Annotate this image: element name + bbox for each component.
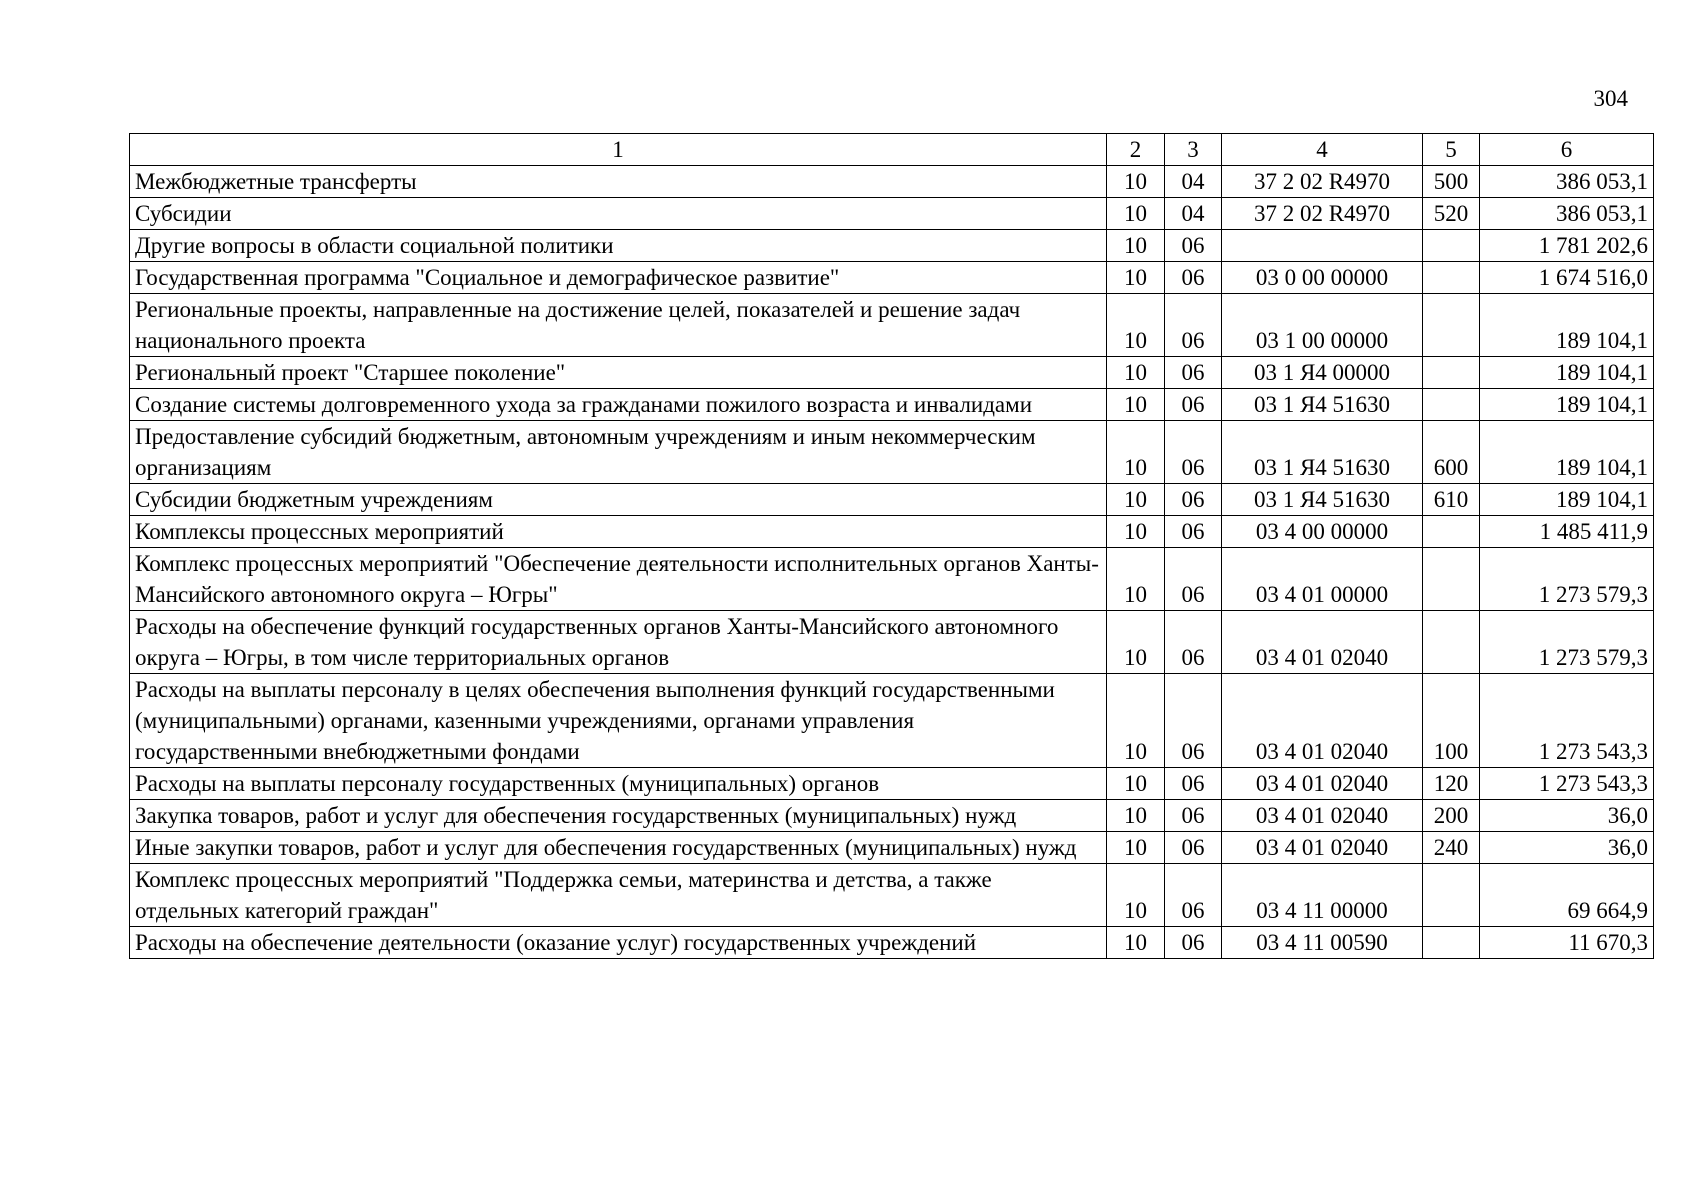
row-name-cell: Региональный проект "Старшее поколение" bbox=[130, 357, 1107, 389]
expense-type-cell bbox=[1423, 230, 1480, 262]
row-name-cell: Другие вопросы в области социальной политики bbox=[130, 230, 1107, 262]
expense-type-cell bbox=[1423, 516, 1480, 548]
target-code-cell: 03 4 11 00000 bbox=[1222, 864, 1423, 927]
sum-cell: 189 104,1 bbox=[1480, 357, 1654, 389]
column-header-name: 1 bbox=[130, 134, 1107, 166]
sum-cell: 386 053,1 bbox=[1480, 198, 1654, 230]
expense-type-cell bbox=[1423, 294, 1480, 357]
subsection-code-cell: 06 bbox=[1165, 230, 1222, 262]
target-code-cell: 03 4 01 02040 bbox=[1222, 800, 1423, 832]
section-code-cell: 10 bbox=[1107, 768, 1165, 800]
section-code-cell: 10 bbox=[1107, 262, 1165, 294]
subsection-code-cell: 06 bbox=[1165, 832, 1222, 864]
sum-cell: 1 273 543,3 bbox=[1480, 674, 1654, 768]
sum-cell: 36,0 bbox=[1480, 832, 1654, 864]
table-row bbox=[130, 611, 1654, 674]
column-header-target-code: 4 bbox=[1222, 134, 1423, 166]
row-name-cell: Государственная программа "Социальное и демографическое развитие" bbox=[130, 262, 1107, 294]
target-code-cell: 03 4 01 02040 bbox=[1222, 674, 1423, 768]
target-code-cell: 03 4 01 02040 bbox=[1222, 611, 1423, 674]
sum-cell: 386 053,1 bbox=[1480, 166, 1654, 198]
subsection-code-cell: 04 bbox=[1165, 166, 1222, 198]
table-row bbox=[130, 832, 1654, 864]
section-code-cell: 10 bbox=[1107, 389, 1165, 421]
expense-type-cell: 600 bbox=[1423, 421, 1480, 484]
row-name-cell: Субсидии bbox=[130, 198, 1107, 230]
table-header-row bbox=[130, 134, 1654, 166]
target-code-cell: 03 1 00 00000 bbox=[1222, 294, 1423, 357]
sum-cell: 1 273 579,3 bbox=[1480, 548, 1654, 611]
target-code-cell: 37 2 02 R4970 bbox=[1222, 166, 1423, 198]
row-name-cell: Создание системы долговременного ухода за гражданами пожилого возраста и инвалидами bbox=[130, 389, 1107, 421]
subsection-code-cell: 06 bbox=[1165, 611, 1222, 674]
subsection-code-cell: 06 bbox=[1165, 516, 1222, 548]
budget-table bbox=[129, 133, 1654, 959]
target-code-cell: 03 4 01 02040 bbox=[1222, 768, 1423, 800]
row-name-cell: Расходы на обеспечение деятельности (оказание услуг) государственных учреждений bbox=[130, 927, 1107, 959]
target-code-cell: 03 4 01 00000 bbox=[1222, 548, 1423, 611]
expense-type-cell bbox=[1423, 262, 1480, 294]
subsection-code-cell: 06 bbox=[1165, 357, 1222, 389]
row-name-cell: Комплекс процессных мероприятий "Поддержка семьи, материнства и детства, а также отдельных категорий граждан" bbox=[130, 864, 1107, 927]
section-code-cell: 10 bbox=[1107, 294, 1165, 357]
expense-type-cell: 120 bbox=[1423, 768, 1480, 800]
section-code-cell: 10 bbox=[1107, 864, 1165, 927]
table-row bbox=[130, 800, 1654, 832]
subsection-code-cell: 04 bbox=[1165, 198, 1222, 230]
sum-cell: 189 104,1 bbox=[1480, 421, 1654, 484]
target-code-cell: 37 2 02 R4970 bbox=[1222, 198, 1423, 230]
table-row bbox=[130, 516, 1654, 548]
table-row bbox=[130, 230, 1654, 262]
table-row bbox=[130, 389, 1654, 421]
column-header-section: 2 bbox=[1107, 134, 1165, 166]
expense-type-cell: 520 bbox=[1423, 198, 1480, 230]
row-name-cell: Расходы на обеспечение функций государственных органов Ханты-Мансийского автономного округа – Югры, в том числе территориальных органов bbox=[130, 611, 1107, 674]
expense-type-cell bbox=[1423, 864, 1480, 927]
sum-cell: 189 104,1 bbox=[1480, 294, 1654, 357]
sum-cell: 11 670,3 bbox=[1480, 927, 1654, 959]
sum-cell: 1 674 516,0 bbox=[1480, 262, 1654, 294]
table-row bbox=[130, 262, 1654, 294]
row-name-cell: Межбюджетные трансферты bbox=[130, 166, 1107, 198]
section-code-cell: 10 bbox=[1107, 800, 1165, 832]
subsection-code-cell: 06 bbox=[1165, 768, 1222, 800]
row-name-cell: Предоставление субсидий бюджетным, автономным учреждениям и иным некоммерческим организациям bbox=[130, 421, 1107, 484]
section-code-cell: 10 bbox=[1107, 516, 1165, 548]
table-row bbox=[130, 198, 1654, 230]
expense-type-cell: 100 bbox=[1423, 674, 1480, 768]
expense-type-cell: 240 bbox=[1423, 832, 1480, 864]
expense-type-cell bbox=[1423, 611, 1480, 674]
target-code-cell bbox=[1222, 230, 1423, 262]
expense-type-cell bbox=[1423, 927, 1480, 959]
target-code-cell: 03 1 Я4 51630 bbox=[1222, 421, 1423, 484]
table-row bbox=[130, 927, 1654, 959]
row-name-cell: Иные закупки товаров, работ и услуг для обеспечения государственных (муниципальных) нужд bbox=[130, 832, 1107, 864]
row-name-cell: Закупка товаров, работ и услуг для обеспечения государственных (муниципальных) нужд bbox=[130, 800, 1107, 832]
subsection-code-cell: 06 bbox=[1165, 548, 1222, 611]
subsection-code-cell: 06 bbox=[1165, 927, 1222, 959]
table-row bbox=[130, 166, 1654, 198]
target-code-cell: 03 1 Я4 51630 bbox=[1222, 484, 1423, 516]
column-header-sum: 6 bbox=[1480, 134, 1654, 166]
subsection-code-cell: 06 bbox=[1165, 864, 1222, 927]
expense-type-cell: 200 bbox=[1423, 800, 1480, 832]
target-code-cell: 03 4 00 00000 bbox=[1222, 516, 1423, 548]
table-row bbox=[130, 768, 1654, 800]
table-row bbox=[130, 357, 1654, 389]
page-number: 304 bbox=[1593, 86, 1628, 111]
target-code-cell: 03 4 01 02040 bbox=[1222, 832, 1423, 864]
subsection-code-cell: 06 bbox=[1165, 421, 1222, 484]
table-row bbox=[130, 548, 1654, 611]
target-code-cell: 03 0 00 00000 bbox=[1222, 262, 1423, 294]
section-code-cell: 10 bbox=[1107, 548, 1165, 611]
target-code-cell: 03 4 11 00590 bbox=[1222, 927, 1423, 959]
target-code-cell: 03 1 Я4 51630 bbox=[1222, 389, 1423, 421]
sum-cell: 1 485 411,9 bbox=[1480, 516, 1654, 548]
section-code-cell: 10 bbox=[1107, 421, 1165, 484]
section-code-cell: 10 bbox=[1107, 230, 1165, 262]
section-code-cell: 10 bbox=[1107, 198, 1165, 230]
expense-type-cell: 500 bbox=[1423, 166, 1480, 198]
sum-cell: 69 664,9 bbox=[1480, 864, 1654, 927]
column-header-expense-type: 5 bbox=[1423, 134, 1480, 166]
target-code-cell: 03 1 Я4 00000 bbox=[1222, 357, 1423, 389]
row-name-cell: Расходы на выплаты персоналу государственных (муниципальных) органов bbox=[130, 768, 1107, 800]
section-code-cell: 10 bbox=[1107, 166, 1165, 198]
expense-type-cell bbox=[1423, 389, 1480, 421]
subsection-code-cell: 06 bbox=[1165, 800, 1222, 832]
subsection-code-cell: 06 bbox=[1165, 674, 1222, 768]
column-header-subsection: 3 bbox=[1165, 134, 1222, 166]
row-name-cell: Региональные проекты, направленные на достижение целей, показателей и решение задач национального проекта bbox=[130, 294, 1107, 357]
sum-cell: 1 781 202,6 bbox=[1480, 230, 1654, 262]
row-name-cell: Субсидии бюджетным учреждениям bbox=[130, 484, 1107, 516]
section-code-cell: 10 bbox=[1107, 927, 1165, 959]
expense-type-cell bbox=[1423, 357, 1480, 389]
expense-type-cell: 610 bbox=[1423, 484, 1480, 516]
expense-type-cell bbox=[1423, 548, 1480, 611]
section-code-cell: 10 bbox=[1107, 611, 1165, 674]
section-code-cell: 10 bbox=[1107, 674, 1165, 768]
sum-cell: 189 104,1 bbox=[1480, 484, 1654, 516]
sum-cell: 1 273 543,3 bbox=[1480, 768, 1654, 800]
table-row bbox=[130, 294, 1654, 357]
subsection-code-cell: 06 bbox=[1165, 294, 1222, 357]
table-row bbox=[130, 674, 1654, 768]
section-code-cell: 10 bbox=[1107, 484, 1165, 516]
table-row bbox=[130, 484, 1654, 516]
table-body bbox=[130, 166, 1654, 959]
section-code-cell: 10 bbox=[1107, 357, 1165, 389]
section-code-cell: 10 bbox=[1107, 832, 1165, 864]
subsection-code-cell: 06 bbox=[1165, 389, 1222, 421]
sum-cell: 1 273 579,3 bbox=[1480, 611, 1654, 674]
subsection-code-cell: 06 bbox=[1165, 484, 1222, 516]
row-name-cell: Расходы на выплаты персоналу в целях обеспечения выполнения функций государственными (муниципальными) органами, казенными учреждениями, органами управления государственными внебюджетными фондами bbox=[130, 674, 1107, 768]
table-row bbox=[130, 864, 1654, 927]
sum-cell: 36,0 bbox=[1480, 800, 1654, 832]
row-name-cell: Комплекс процессных мероприятий "Обеспечение деятельности исполнительных органов Ханты-Мансийского автономного округа – Югры" bbox=[130, 548, 1107, 611]
subsection-code-cell: 06 bbox=[1165, 262, 1222, 294]
sum-cell: 189 104,1 bbox=[1480, 389, 1654, 421]
row-name-cell: Комплексы процессных мероприятий bbox=[130, 516, 1107, 548]
table-row bbox=[130, 421, 1654, 484]
